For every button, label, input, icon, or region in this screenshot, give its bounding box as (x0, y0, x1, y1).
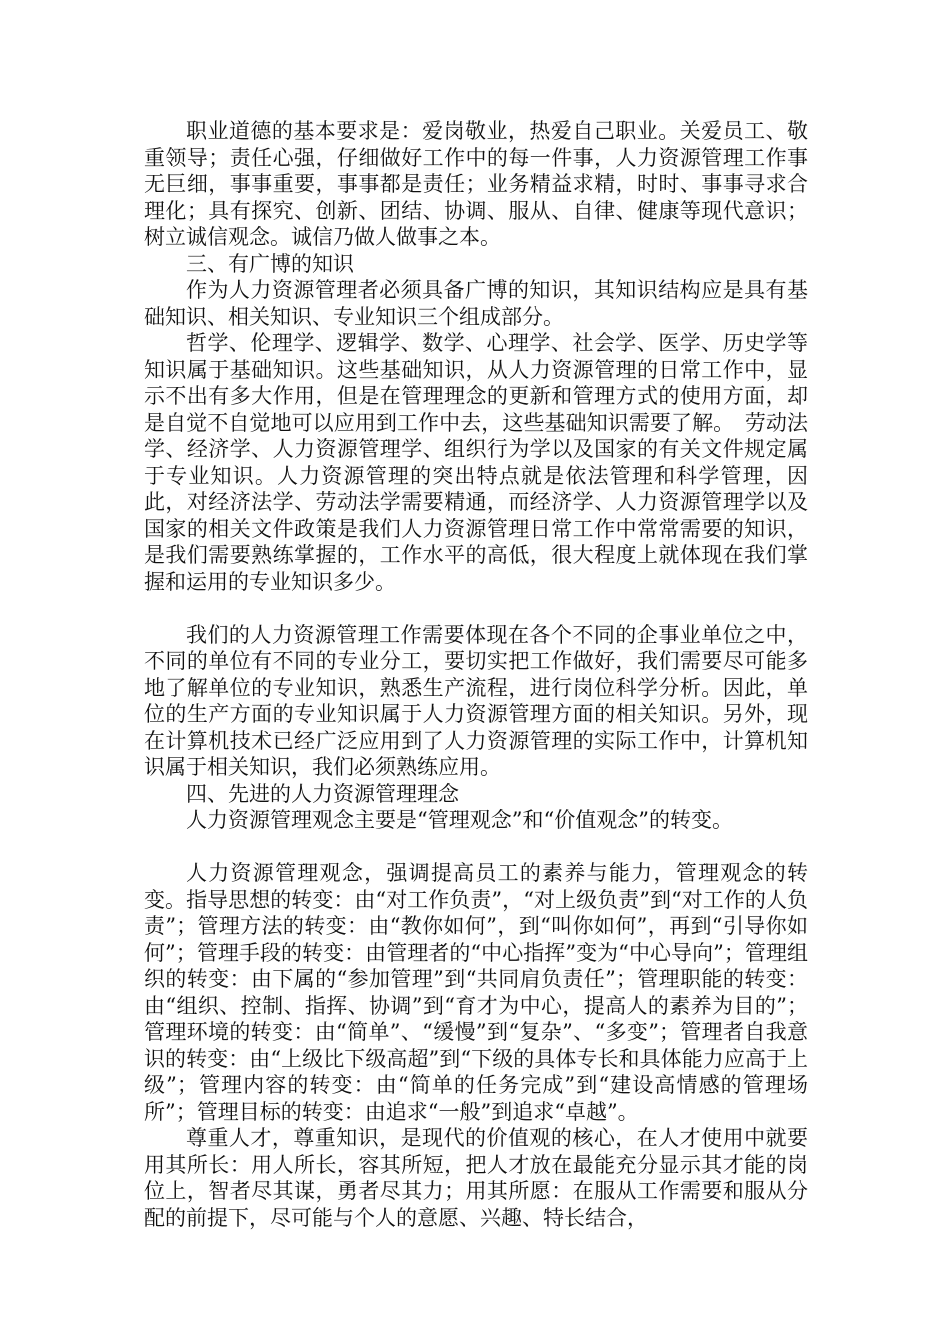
paragraph-basic-and-professional-knowledge: 哲学、伦理学、逻辑学、数学、心理学、社会学、医学、历史学等知识属于基础知识。这些基础知识，从人力资源管理的日常工作中，显示不出有多大作用，但是在管理理念的更新和管理方式的使用方面，却是自觉不自觉地可以应用到工作中去，这些基础知识需要了解。 劳动法学、经济学、人力资源管理学、组织行为学以及国家的有关文件规定属于专业知识。人力资源管理的突出特点就是依法管理和科学管理，因此，对经济法学、劳动法学需要精通，而经济学、人力资源管理学以及国家的相关文件政策是我们人力资源管理日常工作中常常需要的知识，是我们需要熟练掌握的，工作水平的高低，很大程度上就体现在我们掌握和运用的专业知识多少。 (144, 331, 808, 594)
document-body (144, 118, 808, 1231)
paragraph-management-concept: 人力资源管理观念，强调提高员工的素养与能力，管理观念的转变。指导思想的转变：由“对工作负责”，“对上级负责”到“对工作的人负责”；管理方法的转变：由“教你如何”，到“叫你如何”，再到“引导你如何”；管理手段的转变：由管理者的“中心指挥”变为“中心导向”；管理组织的转变：由下属的“参加管理”到“共同肩负责任”；管理职能的转变：由“组织、控制、指挥、协调”到“育才为中心，提高人的素养为目的”；管理环境的转变：由“简单”、“缓慢”到“复杂”、“多变”；管理者自我意识的转变：由“上级比下级高超”到“下级的具体专长和具体能力应高于上级”；管理内容的转变：由“简单的任务完成”到“建设高情感的管理场所”；管理目标的转变：由追求“一般”到追求“卓越”。 (144, 861, 808, 1124)
paragraph-respect-talent: 尊重人才，尊重知识，是现代的价值观的核心，在人才使用中就要用其所长：用人所长，容其所短，把人才放在最能充分显示其才能的岗位上，智者尽其谋，勇者尽其力；用其所愿：在服从工作需要和服从分配的前提下，尽可能与个人的意愿、兴趣、特长结合， (144, 1126, 808, 1230)
section-heading-advanced-hr-concepts: 四、先进的人力资源管理理念 (186, 781, 459, 806)
paragraph-related-knowledge: 我们的人力资源管理工作需要体现在各个不同的企事业单位之中，不同的单位有不同的专业分工，要切实把工作做好，我们需要尽可能多地了解单位的专业知识，熟悉生产流程，进行岗位科学分析。因此，单位的生产方面的专业知识属于人力资源管理方面的相关知识。另外，现在计算机技术已经广泛应用到了人力资源管理的实际工作中，计算机知识属于相关知识，我们必须熟练应用。 (144, 622, 808, 779)
paragraph-concept-change: 人力资源管理观念主要是“管理观念”和“价值观念”的转变。 (186, 808, 733, 832)
paragraph-professional-ethics: 职业道德的基本要求是：爱岗敬业，热爱自己职业。关爱员工、敬重领导；责任心强，仔细做好工作中的每一件事，人力资源管理工作事无巨细，事事重要，事事都是责任；业务精益求精，时时、事事寻求合理化；具有探究、创新、团结、协调、服从、自律、健康等现代意识；树立诚信观念。诚信乃做人做事之本。 (144, 119, 808, 249)
paragraph-knowledge-structure: 作为人力资源管理者必须具备广博的知识，其知识结构应是具有基础知识、相关知识、专业知识三个组成部分。 (144, 278, 808, 329)
section-heading-broad-knowledge: 三、有广博的知识 (186, 251, 354, 276)
